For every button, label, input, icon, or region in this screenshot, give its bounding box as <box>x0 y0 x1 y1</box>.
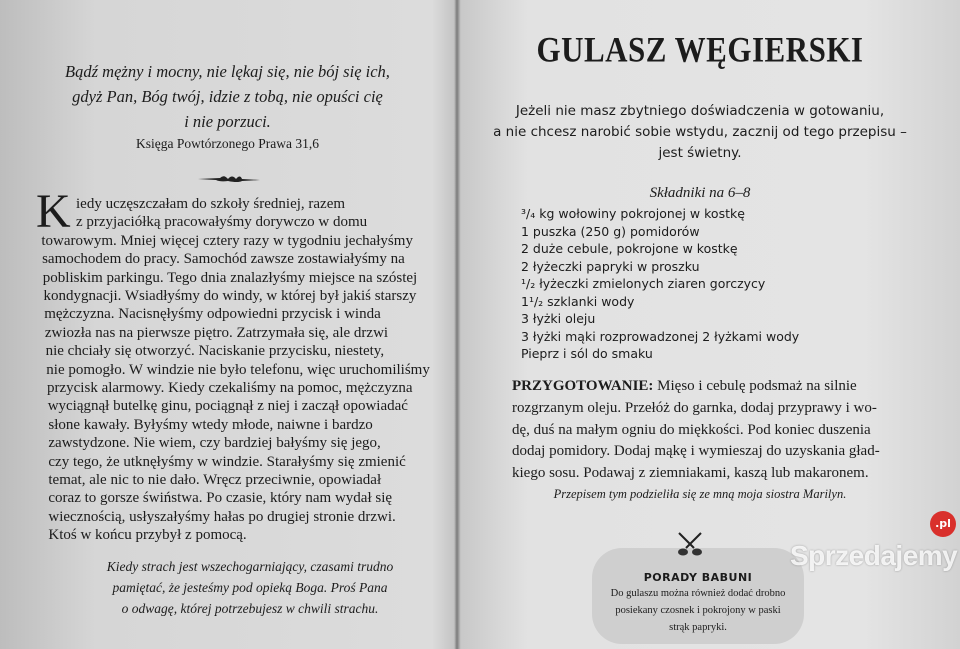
epigraph-line: gdyż Pan, Bóg twój, idzie z tobą, nie opuści cię <box>72 87 383 106</box>
body-text-line: pobliskim parkingu. Tego dnia znalazłyśmy miejsce na szóstej <box>42 269 418 286</box>
body-text-line: kondygnacji. Wsiadłyśmy do windy, w której był jakiś starszy <box>43 288 417 304</box>
ingredient-item: 3 łyżki oleju <box>521 311 596 326</box>
ingredient-item: 2 łyżeczki papryki w proszku <box>521 258 700 274</box>
tip-line: Do gulaszu można również dodać drobno <box>610 588 786 599</box>
preparation-line: dodaj pomidory. Dodaj mąkę i wymieszaj do uzyskania gład- <box>512 443 880 459</box>
tips-title: PORADY BABUNI <box>643 571 753 584</box>
tip-line: strąk papryki. <box>669 622 727 633</box>
body-text-line: iedy uczęszczałam do szkoły średniej, razem <box>76 196 346 212</box>
preparation-line: kiego sosu. Podawaj z ziemniakami, kaszą lub makaronem. <box>512 464 869 481</box>
body-text-line: coraz to gorsze świństwa. Po czasie, który nam wydał się <box>48 490 393 507</box>
ingredient-item: 1 puszka (250 g) pomidorów <box>521 223 700 239</box>
preparation-label: PRZYGOTOWANIE: <box>512 378 654 394</box>
intro-line: Jeżeli nie masz zbytniego doświadczenia w gotowaniu, <box>515 103 885 119</box>
watermark-logo: Sprzedajemy <box>790 540 958 571</box>
body-text-line: Ktoś w końcu przybył z pomocą. <box>48 527 247 544</box>
closing-line: o odwagę, której potrzebujesz w chwili strachu. <box>121 601 379 616</box>
ingredient-item: 3 łyżki mąki rozprowadzonej 2 łyżkami wody <box>521 328 800 344</box>
ingredient-item: ³/₄ kg wołowiny pokrojonej w kostkę <box>521 206 745 221</box>
body-text-line: zwiozła nas na pierwsze piętro. Zatrzymała się, ale drzwi <box>44 324 389 341</box>
body-text-line: czy tego, że utknęłyśmy w windzie. Starałyśmy się zmienić <box>48 453 406 470</box>
crossed-spoons-icon <box>676 530 704 558</box>
epigraph-line: i nie porzuci. <box>184 112 271 131</box>
body-text-line: nie pomogło. W windzie nie było telefonu, więc uruchomiliśmy <box>46 361 430 378</box>
preparation-line <box>512 378 857 395</box>
ingredients-heading: Składniki na 6–8 <box>649 185 751 201</box>
ingredient-item: Pieprz i sól do smaku <box>521 346 653 361</box>
body-text-line: słone kawały. Byłyśmy wtedy młode, naiwne i bardzo <box>48 416 373 433</box>
body-text-line: zawstydzone. Nie wiem, czy bardziej bałyśmy się jego, <box>48 435 381 452</box>
body-text-line: samochodem do pracy. Samochód zawsze zostawiałyśmy na <box>42 251 405 268</box>
body-text-line: z przyjaciółką pracowałyśmy dorywczo w domu <box>76 214 368 231</box>
drop-cap: K <box>36 185 71 238</box>
preparation-line: dę, duś na małym ogniu do miękkości. Pod koniec duszenia <box>512 421 871 438</box>
body-text-line: wiecznością, usłyszałyśmy hałas po drugiej stronie drzwi. <box>48 508 396 525</box>
intro-line: a nie chcesz narobić sobie wstydu, zacznij od tego przepisu – <box>493 124 907 140</box>
closing-line: pamiętać, że jesteśmy pod opieką Boga. Proś Pana <box>112 580 388 595</box>
ingredient-item: 2 duże cebule, pokrojone w kostkę <box>521 241 738 256</box>
tip-line: posiekany czosnek i pokrojony w paski <box>615 605 781 616</box>
ingredient-item: 1¹/₂ szklanki wody <box>521 293 635 309</box>
body-text-line: mężczyzna. Nacisnęłyśmy odpowiedni przycisk i winda <box>44 306 381 323</box>
watermark-badge: .pl <box>930 511 956 537</box>
ingredient-item: ¹/₂ łyżeczki zmielonych ziaren gorczycy <box>521 276 766 291</box>
intro-line: jest świetny. <box>658 145 742 161</box>
ornament-divider-icon <box>198 172 260 186</box>
body-text-line: wyciągnął butelkę ginu, pociągnął z niej i zaczął opowiadać <box>47 398 408 415</box>
body-text-line: towarowym. Mniej więcej cztery razy w tygodniu jechałyśmy <box>41 232 413 249</box>
body-text-line: nie chciały się otworzyć. Naciskanie przycisku, niestety, <box>45 343 385 360</box>
closing-line: Kiedy strach jest wszechogarniający, czasami trudno <box>106 559 394 574</box>
epigraph-line: Bądź mężny i mocny, nie lękaj się, nie bój się ich, <box>65 62 390 81</box>
epigraph-citation: Księga Powtórzonego Prawa 31,6 <box>136 136 319 151</box>
body-text-line: przycisk alarmowy. Kiedy czekaliśmy na pomoc, mężczyzna <box>47 380 413 396</box>
body-text-line: temat, ale nic to nie dało. Wręcz przeciwnie, opowiadał <box>48 472 382 488</box>
preparation-line: rozgrzanym oleju. Przełóż do garnka, dodaj przyprawy i wo- <box>512 400 877 416</box>
recipe-title: GULASZ WĘGIERSKI <box>536 29 864 70</box>
preparation-text: Mięso i cebulę podsmaż na silnie <box>653 378 857 394</box>
recipe-attribution: Przepisem tym podzieliła się ze mną moja siostra Marilyn. <box>553 487 847 501</box>
